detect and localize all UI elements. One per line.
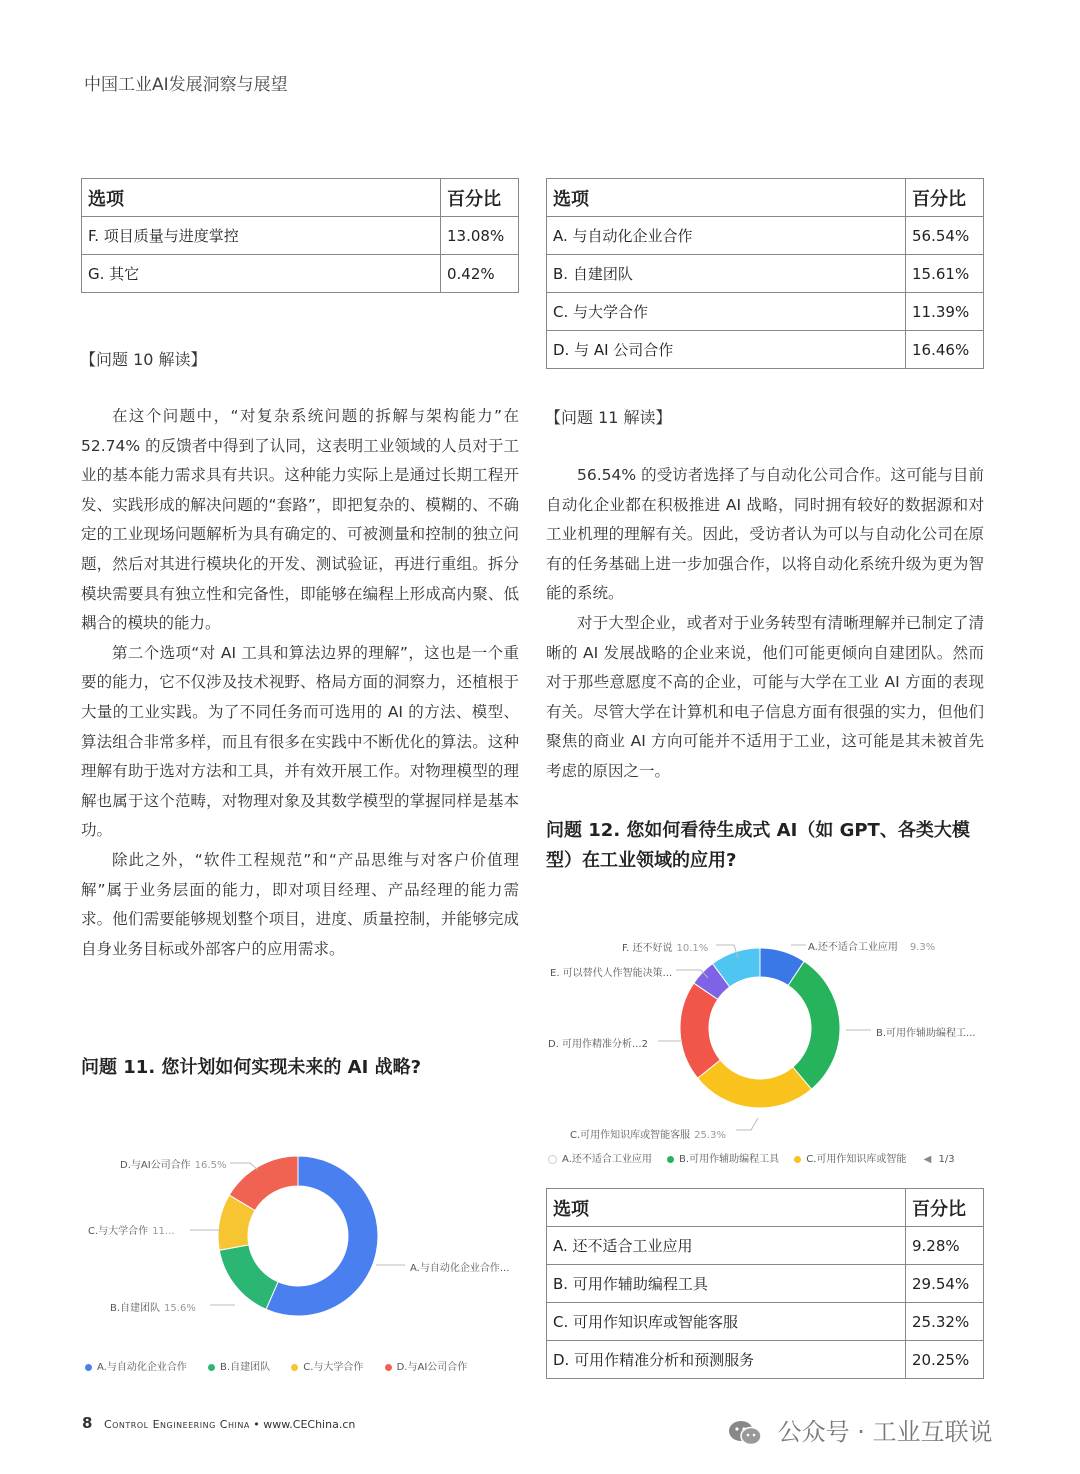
option-cell: B. 自建团队 xyxy=(547,255,906,293)
legend-prev-icon[interactable]: ◀ xyxy=(923,1154,932,1165)
page-header: 中国工业AI发展洞察与展望 xyxy=(84,75,288,95)
table-row xyxy=(547,1341,984,1379)
q12-options-table xyxy=(546,1188,984,1379)
col-option-header: 选项 xyxy=(547,1189,906,1227)
slice-label-d: D. 可用作精准分析...2 xyxy=(548,1039,648,1050)
legend-item-d[interactable]: D.与AI公司合作 xyxy=(385,1362,468,1373)
legend-item-c[interactable]: C.与大学合作 xyxy=(291,1362,363,1373)
option-cell: A. 还不适合工业应用 xyxy=(547,1227,906,1265)
q11-options-table xyxy=(546,178,984,369)
option-cell: A. 与自动化企业合作 xyxy=(547,217,906,255)
percent-cell: 29.54% xyxy=(906,1265,984,1303)
col-percent-header: 百分比 xyxy=(906,1189,984,1227)
slice-label-b: B.可用作辅助编程工... xyxy=(876,1028,976,1039)
legend-item-a[interactable]: A.与自动化企业合作 xyxy=(85,1362,187,1373)
q10-interpretation-label: 【问题 10 解读】 xyxy=(80,350,207,369)
percent-cell: 56.54% xyxy=(906,217,984,255)
percent-cell: 11.39% xyxy=(906,293,984,331)
option-cell: C. 与大学合作 xyxy=(547,293,906,331)
chart-legend xyxy=(548,1150,955,1165)
legend-item-b[interactable]: B.自建团队 xyxy=(208,1362,270,1373)
option-cell: D. 与 AI 公司合作 xyxy=(547,331,906,369)
watermark xyxy=(728,1412,993,1447)
percent-cell: 16.46% xyxy=(906,331,984,369)
percent-cell: 0.42% xyxy=(441,255,519,293)
table-row xyxy=(547,331,984,369)
table-header-row xyxy=(547,179,984,217)
col-percent-header: 百分比 xyxy=(906,179,984,217)
wechat-icon xyxy=(728,1420,762,1446)
slice-label-d: D.与AI公司合作 16.5% xyxy=(120,1160,227,1171)
q12-donut-chart xyxy=(546,930,984,1170)
paragraph: 第二个选项“对 AI 工具和算法边界的理解”，这也是一个重要的能力，它不仅涉及技术视野、格局方面的洞察力，还植根于大量的工业实践。为了不同任务而可选用的 AI 的方法、模型、算法组合非常多样，而且有很多在实践中不断优化的算法。这种理解有助于选对方法和工具，并有效开展工作。对物理模型的理解也属于这个范畴，对物理对象及其数学模型的掌握同样是基本功。 xyxy=(81,643,519,840)
table-row xyxy=(547,1303,984,1341)
percent-cell: 20.25% xyxy=(906,1341,984,1379)
slice-label-a: A.还不适合工业应用 9.3% xyxy=(808,942,936,953)
chart-legend xyxy=(85,1358,467,1373)
leader-line xyxy=(736,1118,758,1130)
donut-slices xyxy=(680,948,840,1108)
col-option-header: 选项 xyxy=(82,179,441,217)
table-row xyxy=(82,255,519,293)
table-row xyxy=(547,293,984,331)
slice-label-b: B.自建团队 15.6% xyxy=(110,1303,196,1314)
table-row xyxy=(547,1227,984,1265)
paragraph: 56.54% 的受访者选择了与自动化公司合作。这可能与目前自动化企业都在积极推进 AI 战略，同时拥有较好的数据源和对工业机理的理解有关。因此，受访者认为可以与自动化公司在原有的任务基础上进一步加强合作，以将自动化系统升级为更为智能的系统。 xyxy=(546,466,984,603)
q11-interpretation-body xyxy=(546,461,984,787)
legend-item-c[interactable]: C.可用作知识库或智能 xyxy=(794,1154,906,1165)
q11-title: 问题 11. 您计划如何实现未来的 AI 战略? xyxy=(81,1057,422,1078)
slice-label-e: E. 可以替代人作智能决策... xyxy=(550,968,673,979)
table-header-row xyxy=(547,1189,984,1227)
footer-url: www.CEChina.cn xyxy=(263,1418,356,1431)
legend-item-b[interactable]: B.可用作辅助编程工具 xyxy=(667,1154,779,1165)
col-percent-header: 百分比 xyxy=(441,179,519,217)
slice-label-c: C.与大学合作 11... xyxy=(88,1226,175,1237)
table-header-row xyxy=(82,179,519,217)
q12-title: 问题 12. 您如何看待生成式 AI（如 GPT、各类大模型）在工业领域的应用? xyxy=(546,820,970,871)
percent-cell: 15.61% xyxy=(906,255,984,293)
footer-separator: • xyxy=(253,1418,260,1431)
q11-interpretation-label: 【问题 11 解读】 xyxy=(545,408,672,427)
percent-cell: 25.32% xyxy=(906,1303,984,1341)
percent-cell: 13.08% xyxy=(441,217,519,255)
table-row xyxy=(547,1265,984,1303)
slice-label-a: A.与自动化企业合作... xyxy=(410,1263,510,1274)
paragraph: 除此之外，“软件工程规范”和“产品思维与对客户价值理解”属于业务层面的能力，即对项目经理、产品经理的能力需求。他们需要能够规划整个项目，进度、质量控制，并能够完成自身业务目标或外部客户的应用需求。 xyxy=(81,850,519,958)
page-number: 8 xyxy=(82,1414,93,1432)
table-row xyxy=(82,217,519,255)
paragraph: 在这个问题中，“对复杂系统问题的拆解与架构能力”在 52.74% 的反馈者中得到了认同，这表明工业领域的人员对于工业的基本能力需求具有共识。这种能力实际上是通过长期工程开发、实践形成的解决问题的“套路”，即把复杂的、模糊的、不确定的工业现场问题解析为具有确定的、可被测量和控制的独立问题，然后对其进行模块化的开发、测试验证，再进行重组。拆分模块需要具有独立性和完备性，即能够在编程上形成高内聚、低耦合的模块的能力。 xyxy=(81,407,519,633)
paragraph: 对于大型企业，或者对于业务转型有清晰理解并已制定了清晰的 AI 发展战略的企业来说，他们可能更倾向自建团队。然而对于那些意愿度不高的企业，可能与大学在工业 AI 方面的表现有关。尽管大学在计算机和电子信息方面有很强的实力，但他们聚焦的商业 AI 方向可能并不适用于工业，这可能是其未被首先考虑的原因之一。 xyxy=(546,613,984,780)
option-cell: F. 项目质量与进度掌控 xyxy=(82,217,441,255)
donut-slices xyxy=(218,1156,378,1316)
legend-page-indicator: 1/3 xyxy=(938,1154,955,1165)
slice-label-c: C.可用作知识库或智能客服 25.3% xyxy=(570,1130,726,1141)
footer-brand: Control Engineering China xyxy=(103,1418,250,1431)
slice-label-f: F. 还不好说 10.1% xyxy=(622,943,709,954)
q10-options-table xyxy=(81,178,519,293)
page-footer xyxy=(82,1414,355,1432)
option-cell: G. 其它 xyxy=(82,255,441,293)
col-option-header: 选项 xyxy=(547,179,906,217)
percent-cell: 9.28% xyxy=(906,1227,984,1265)
table-row xyxy=(547,255,984,293)
option-cell: B. 可用作辅助编程工具 xyxy=(547,1265,906,1303)
legend-item-a[interactable]: A.还不适合工业应用 xyxy=(548,1154,652,1165)
q11-donut-chart xyxy=(80,1140,525,1380)
donut-slice-b[interactable] xyxy=(219,1245,278,1309)
watermark-text: 公众号 · 工业互联说 xyxy=(777,1418,993,1446)
table-row xyxy=(547,217,984,255)
option-cell: C. 可用作知识库或智能客服 xyxy=(547,1303,906,1341)
q10-interpretation-body xyxy=(81,402,519,964)
option-cell: D. 可用作精准分析和预测服务 xyxy=(547,1341,906,1379)
